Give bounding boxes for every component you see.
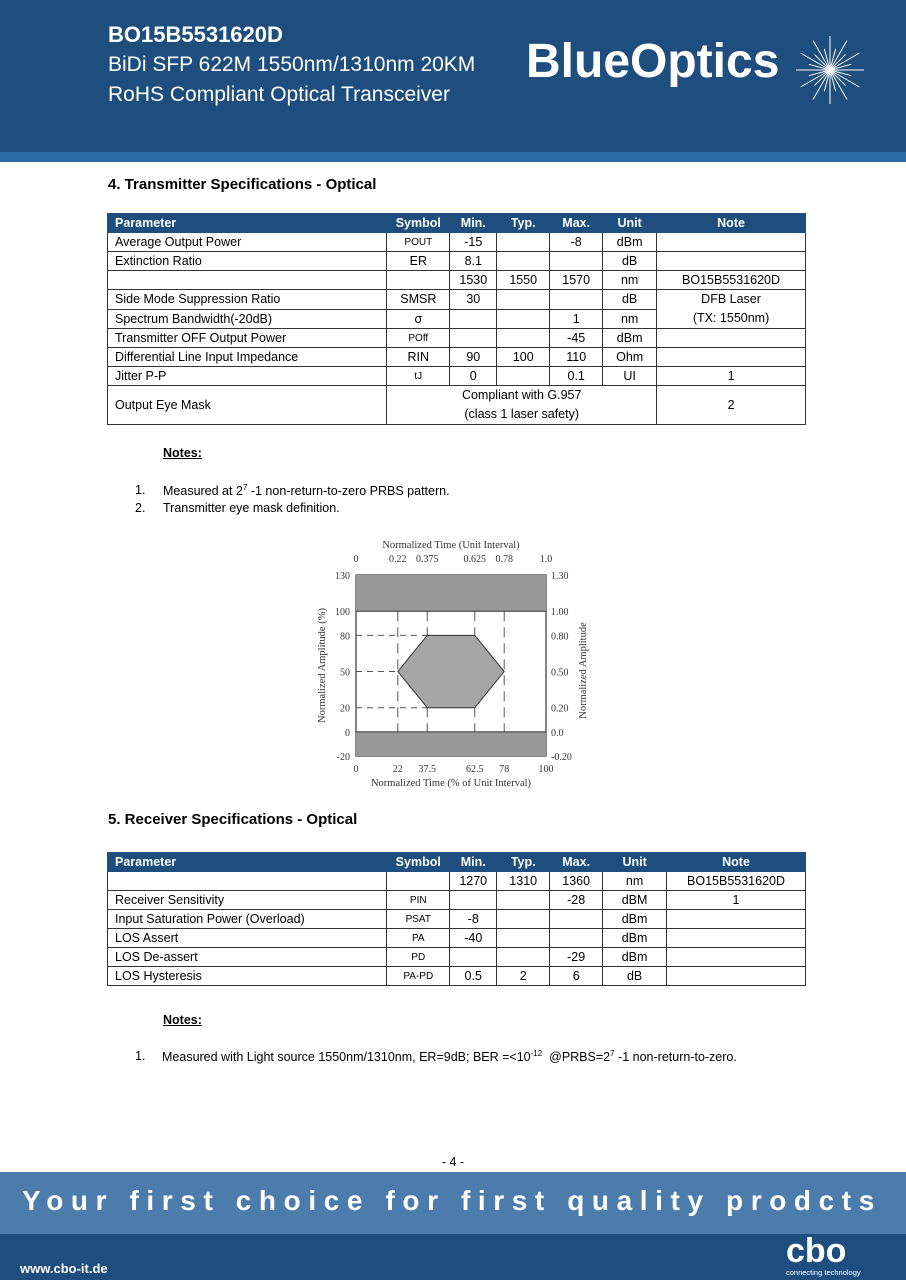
min-cell: 8.1	[450, 252, 497, 271]
typ-cell: 1310	[497, 872, 550, 891]
note-superscript: 7	[242, 483, 248, 492]
top-tick-label: 0.625	[463, 554, 486, 565]
merged-note-cell	[657, 290, 806, 329]
unit-cell: dBm	[603, 929, 667, 948]
bottom-tick-label: 100	[538, 764, 554, 775]
typ-cell	[497, 252, 550, 271]
note-cell	[667, 967, 806, 986]
unit-cell: dB	[603, 967, 667, 986]
symbol-cell: PSAT	[387, 910, 450, 929]
note-number: 1.	[135, 483, 146, 497]
left-tick-label: -20	[336, 752, 350, 763]
note-text	[163, 483, 450, 498]
param-cell: Jitter P-P	[108, 367, 387, 386]
table-row	[108, 872, 806, 891]
top-tick-label: 0.375	[416, 554, 439, 565]
note-text	[162, 1049, 737, 1064]
col-header: Unit	[603, 853, 667, 872]
typ-cell	[497, 948, 550, 967]
unit-cell: dB	[603, 290, 657, 310]
col-header: Min.	[450, 853, 497, 872]
top-tick-label: 1.0	[539, 554, 553, 565]
symbol-cell: SMSR	[387, 290, 450, 310]
note-number: 2.	[135, 501, 146, 515]
note-cell	[657, 252, 806, 271]
unit-cell: dB	[603, 252, 657, 271]
product-compliance: RoHS Compliant Optical Transceiver	[108, 83, 450, 106]
cbo-logo: cbo	[786, 1232, 847, 1270]
typ-cell	[497, 367, 550, 386]
table-header-row	[108, 853, 806, 872]
min-cell: -8	[450, 910, 497, 929]
note-cell	[667, 948, 806, 967]
note-line: (TX: 1550nm)	[692, 311, 770, 325]
min-cell: 30	[450, 290, 497, 310]
col-header: Parameter	[108, 214, 387, 233]
note-cell	[657, 348, 806, 367]
unit-cell: nm	[603, 309, 657, 329]
right-tick-label: 1.00	[551, 607, 569, 619]
value-line: Compliant with G.957	[461, 388, 582, 402]
min-cell	[450, 309, 497, 329]
bottom-tick-label: 0	[353, 764, 359, 775]
table-row	[108, 891, 806, 910]
min-cell: -40	[450, 929, 497, 948]
note-number: 1.	[135, 1049, 146, 1063]
left-tick-label: 20	[340, 703, 350, 715]
unit-cell: dBm	[603, 910, 667, 929]
receiver-spec-table	[107, 852, 806, 986]
max-cell	[550, 290, 603, 310]
right-tick-label: 0.80	[551, 631, 569, 643]
bottom-tick-label: 22	[392, 764, 403, 775]
table-row	[108, 967, 806, 986]
min-cell: 1270	[450, 872, 497, 891]
receiver-section-title: 5. Receiver Specifications - Optical	[108, 811, 358, 828]
right-tick-label: 0.50	[551, 667, 569, 679]
symbol-cell: RIN	[387, 348, 450, 367]
table-row	[108, 329, 806, 348]
param-cell: Input Saturation Power (Overload)	[108, 910, 387, 929]
starburst-icon	[790, 30, 890, 110]
product-model: BO15B5531620D	[108, 22, 283, 47]
table-row	[108, 252, 806, 271]
typ-cell	[497, 929, 550, 948]
max-cell	[550, 910, 603, 929]
notes-title: Notes:	[163, 446, 202, 460]
unit-cell: nm	[603, 872, 667, 891]
max-cell: 110	[550, 348, 603, 367]
min-cell	[450, 948, 497, 967]
chart-top-title: Normalized Time (Unit Interval)	[382, 540, 520, 551]
param-cell	[108, 872, 387, 891]
y-axis-label: Normalized Amplitude (%)	[317, 608, 328, 723]
min-cell	[450, 891, 497, 910]
value-line: (class 1 laser safety)	[464, 407, 580, 421]
typ-cell	[497, 233, 550, 252]
note-cell	[657, 233, 806, 252]
unit-cell: dBm	[603, 233, 657, 252]
param-cell: LOS De-assert	[108, 948, 387, 967]
header-strip	[0, 152, 906, 162]
table-row	[108, 233, 806, 252]
symbol-cell: PD	[387, 948, 450, 967]
typ-cell: 100	[497, 348, 550, 367]
note-text-pre: Measured at 2	[163, 484, 243, 499]
min-cell	[450, 329, 497, 348]
right-tick-label: 0.20	[551, 703, 569, 715]
unit-cell: dBM	[603, 891, 667, 910]
typ-cell	[497, 891, 550, 910]
header-text	[108, 20, 475, 110]
symbol-cell: PIN	[387, 891, 450, 910]
typ-cell	[497, 329, 550, 348]
left-tick-label: 130	[335, 571, 350, 582]
left-tick-label: 100	[335, 607, 350, 619]
max-cell	[550, 929, 603, 948]
typ-cell	[497, 910, 550, 929]
symbol-cell	[387, 271, 450, 290]
note-superscript: 7	[610, 1049, 615, 1058]
note-cell	[657, 329, 806, 348]
typ-cell	[497, 290, 550, 310]
table-header-row	[108, 214, 806, 233]
col-header: Max.	[550, 853, 603, 872]
param-cell: Transmitter OFF Output Power	[108, 329, 387, 348]
table-row	[108, 929, 806, 948]
param-cell: Receiver Sensitivity	[108, 891, 387, 910]
top-tick-label: 0.78	[495, 554, 513, 565]
col-header: Symbol	[387, 214, 450, 233]
bottom-tick-label: 78	[499, 764, 510, 775]
max-cell: -45	[550, 329, 603, 348]
symbol-cell: tJ	[387, 367, 450, 386]
symbol-cell	[387, 872, 450, 891]
symbol-cell: PA-PD	[387, 967, 450, 986]
col-header: Note	[657, 214, 806, 233]
note-line: DFB Laser	[701, 292, 761, 306]
footer-slogan: Your first choice for first quality prodcts	[22, 1185, 882, 1216]
note-text-pre: Measured with Light source 1550nm/1310nm, ER=9dB; BER =<10	[162, 1050, 531, 1065]
note-cell: 1	[657, 367, 806, 386]
note-cell: 2	[657, 386, 806, 425]
note-text: Transmitter eye mask definition.	[163, 501, 340, 515]
col-header: Unit	[603, 214, 657, 233]
max-cell	[550, 252, 603, 271]
param-cell: LOS Assert	[108, 929, 387, 948]
col-header: Parameter	[108, 853, 387, 872]
right-tick-label: -0.20	[551, 752, 572, 763]
min-cell: 0.5	[450, 967, 497, 986]
min-cell: 1530	[450, 271, 497, 290]
max-cell: 1360	[550, 872, 603, 891]
transmitter-spec-table	[107, 213, 806, 425]
eye-mask-hexagon	[398, 635, 504, 707]
table-row	[108, 386, 806, 425]
note-text-post: -1 non-return-to-zero PRBS pattern.	[247, 484, 450, 499]
min-cell: 90	[450, 348, 497, 367]
param-cell	[108, 271, 387, 290]
symbol-cell: PA	[387, 929, 450, 948]
eye-mask-diagram	[312, 534, 602, 790]
typ-cell	[497, 309, 550, 329]
max-cell: 6	[550, 967, 603, 986]
page-number: - 4 -	[441, 1155, 465, 1169]
max-cell: 1	[550, 309, 603, 329]
blueoptics-logo: BlueOptics	[526, 35, 780, 88]
typ-cell: 1550	[497, 271, 550, 290]
notes-title: Notes:	[163, 1013, 202, 1027]
col-header: Typ.	[497, 214, 550, 233]
note-cell	[667, 929, 806, 948]
max-cell: -28	[550, 891, 603, 910]
y-axis-label-right: Normalized Amplitude	[578, 622, 589, 719]
unit-cell: nm	[603, 271, 657, 290]
max-cell: -29	[550, 948, 603, 967]
note-text-mid: @PRBS=2	[542, 1050, 611, 1065]
note-cell: BO15B5531620D	[657, 271, 806, 290]
right-tick-label: 0.0	[551, 727, 564, 739]
right-tick-label: 1.30	[551, 571, 569, 582]
note-cell	[667, 910, 806, 929]
col-header: Min.	[450, 214, 497, 233]
param-cell: LOS Hysteresis	[108, 967, 387, 986]
param-cell: Output Eye Mask	[108, 386, 387, 425]
param-cell: Extinction Ratio	[108, 252, 387, 271]
symbol-cell: POff	[387, 329, 450, 348]
unit-cell: dBm	[603, 329, 657, 348]
col-header: Max.	[550, 214, 603, 233]
table-row	[108, 367, 806, 386]
bottom-tick-label: 37.5	[418, 764, 436, 775]
col-header: Typ.	[497, 853, 550, 872]
unit-cell: Ohm	[603, 348, 657, 367]
note-cell: BO15B5531620D	[667, 872, 806, 891]
param-cell: Differential Line Input Impedance	[108, 348, 387, 367]
param-cell: Spectrum Bandwidth(-20dB)	[108, 309, 387, 329]
min-cell: -15	[450, 233, 497, 252]
left-tick-label: 80	[340, 631, 350, 643]
top-tick-label: 0	[353, 554, 359, 565]
unit-cell: dBm	[603, 948, 667, 967]
max-cell: 1570	[550, 271, 603, 290]
x-axis-label: Normalized Time (% of Unit Interval)	[370, 778, 532, 789]
col-header: Symbol	[387, 853, 450, 872]
table-row	[108, 348, 806, 367]
symbol-cell: POUT	[387, 233, 450, 252]
table-row	[108, 290, 806, 310]
note-cell: 1	[667, 891, 806, 910]
left-tick-label: 0	[345, 727, 350, 739]
max-cell: -8	[550, 233, 603, 252]
lower-mask-bar	[356, 732, 546, 756]
symbol-cell: ER	[387, 252, 450, 271]
upper-mask-bar	[356, 575, 546, 611]
unit-cell: UI	[603, 367, 657, 386]
col-header: Note	[667, 853, 806, 872]
typ-cell: 2	[497, 967, 550, 986]
eye-mask-value-cell	[387, 386, 657, 425]
table-row	[108, 910, 806, 929]
table-row	[108, 948, 806, 967]
bottom-tick-label: 62.5	[466, 764, 484, 775]
top-tick-label: 0.22	[389, 554, 407, 565]
min-cell: 0	[450, 367, 497, 386]
param-cell: Average Output Power	[108, 233, 387, 252]
left-tick-label: 50	[340, 667, 350, 679]
max-cell: 0.1	[550, 367, 603, 386]
product-description: BiDi SFP 622M 1550nm/1310nm 20KM	[108, 53, 476, 76]
param-cell: Side Mode Suppression Ratio	[108, 290, 387, 310]
table-row	[108, 271, 806, 290]
symbol-cell: σ	[387, 309, 450, 329]
note-superscript: -12	[530, 1049, 543, 1058]
transmitter-section-title: 4. Transmitter Specifications - Optical	[108, 176, 377, 193]
note-text-post: -1 non-return-to-zero.	[614, 1050, 737, 1065]
website-link[interactable]: www.cbo-it.de	[20, 1261, 108, 1276]
cbo-tagline: connecting technology	[786, 1268, 861, 1277]
